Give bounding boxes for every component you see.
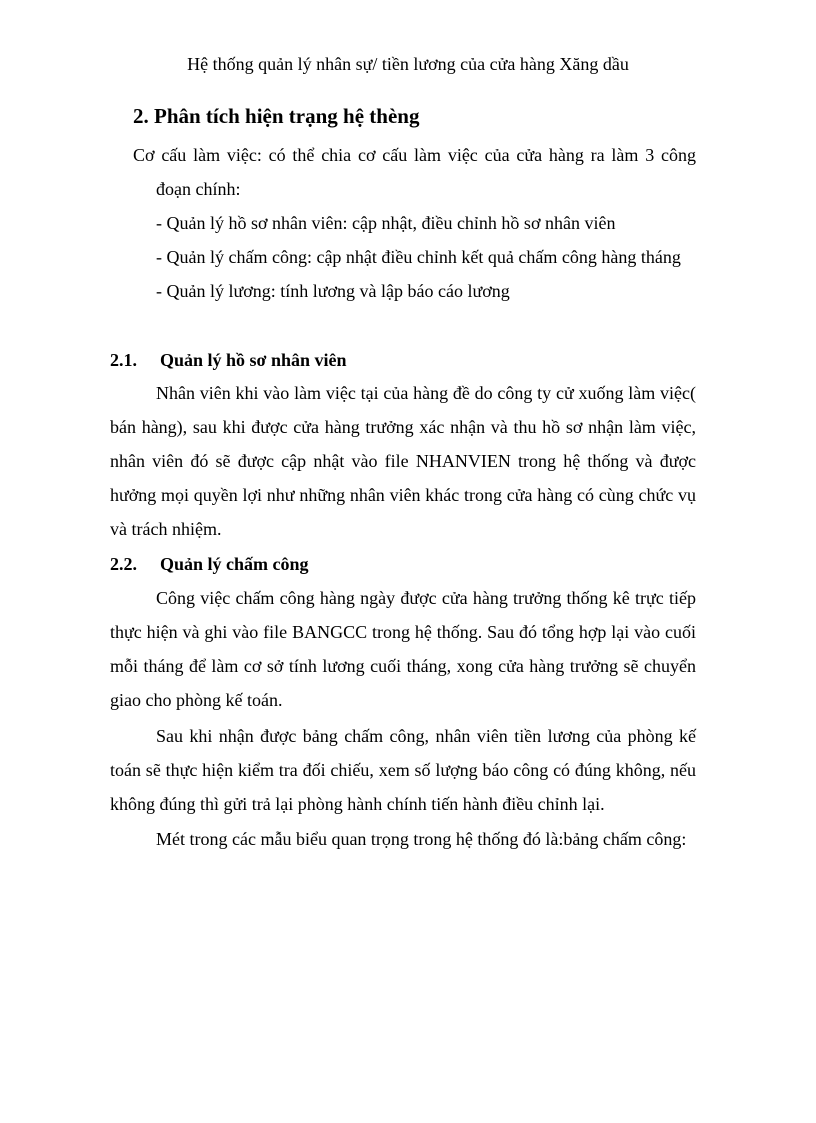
paragraph-2-1: Nhân viên khi vào làm việc tại của hàng đề do công ty cử xuống làm việc( bán hàng), sau khi được cửa hàng trưởng xác nhận và thu hồ sơ nhận làm việc, nhân viên đó sẽ được cập nhật vào file NHANVIEN trong hệ thống và được hưởng mọi quyền lợi như những nhân viên khác trong cửa hàng có cùng chức vụ và trách nhiệm.: [110, 383, 696, 539]
running-header: Hệ thống quản lý nhân sự/ tiền lương của cửa hàng Xăng dầu: [187, 54, 629, 74]
subheading-2-1: [110, 347, 347, 373]
section-body: [133, 138, 696, 308]
list-item: - Quản lý hồ sơ nhân viên: cập nhật, điều chỉnh hồ sơ nhân viên: [156, 213, 616, 233]
paragraph-2-2-b: Sau khi nhận được bảng chấm công, nhân viên tiền lương của phòng kế toán sẽ thực hiện kiểm tra đối chiếu, xem số lượng báo công có đúng không, nếu không đúng thì gửi trả lại phòng hành chính tiến hành điều chỉnh lại.: [110, 726, 696, 814]
subheading-title: Quản lý chấm công: [160, 554, 309, 574]
subheading-number: 2.2.: [110, 554, 137, 574]
list-item: - Quản lý chấm công: cập nhật điều chỉnh kết quả chấm công hàng tháng: [156, 247, 681, 267]
list-item: - Quản lý lương: tính lương và lập báo cáo lương: [156, 281, 510, 301]
paragraph-2-2-a: Công việc chấm công hàng ngày được cửa hàng trưởng thống kê trực tiếp thực hiện và ghi vào file BANGCC trong hệ thống. Sau đó tổng hợp lại vào cuối mỗi tháng để làm cơ sở tính lương cuối tháng, xong cửa hàng trưởng sẽ chuyển giao cho phòng kế toán.: [110, 588, 696, 710]
section-heading: 2. Phân tích hiện trạng hệ thèng: [133, 104, 420, 128]
subheading-2-2: [110, 551, 309, 577]
section-intro: Cơ cấu làm việc: có thể chia cơ cấu làm việc của cửa hàng ra làm 3 công đoạn chính:: [133, 145, 696, 199]
paragraph-2-2-c: Mét trong các mẫu biểu quan trọng trong hệ thống đó là:bảng chấm công:: [156, 829, 687, 849]
subheading-number: 2.1.: [110, 350, 137, 370]
subheading-title: Quản lý hồ sơ nhân viên: [160, 350, 347, 370]
